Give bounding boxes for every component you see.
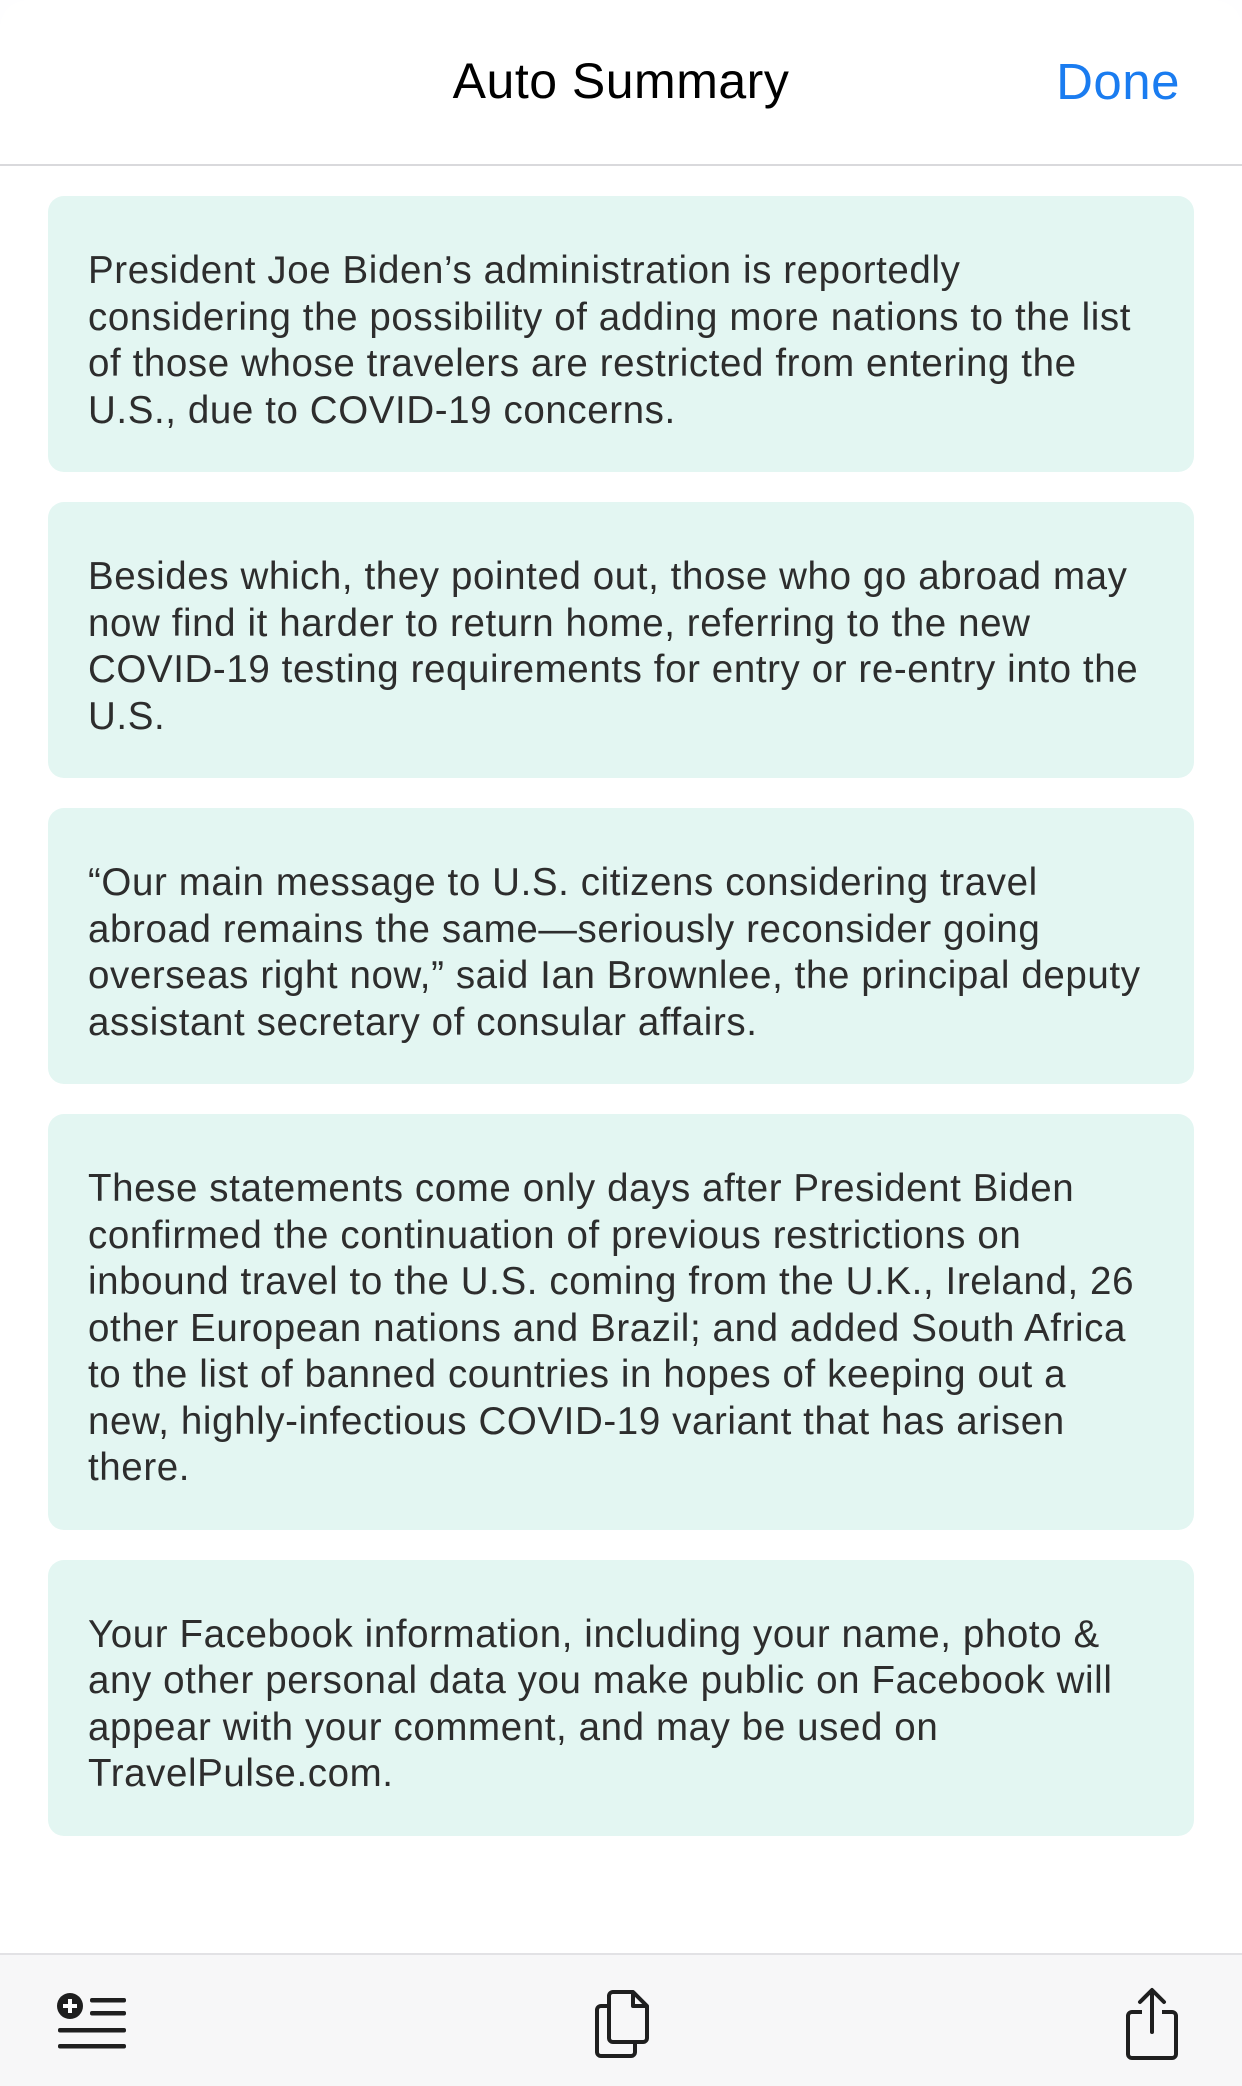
page-title: Auto Summary bbox=[452, 53, 790, 109]
summary-card bbox=[48, 808, 1194, 1084]
summary-text: Your Facebook information, including your name, photo & any other personal data you make public on Facebook will appear with your comment, and may be used on TravelPulse.com. bbox=[88, 1612, 1113, 1795]
header-bar bbox=[0, 0, 1242, 166]
share-button[interactable] bbox=[1112, 1983, 1192, 2063]
summary-text: These statements come only days after President Biden confirmed the continuation of previous restrictions on inbound travel to the U.S. coming from the U.K., Ireland, 26 other European nations and Brazil; and added South Africa to the list of banned countries in hopes of keeping out a new, highly-infectious COVID-19 variant that has arisen there. bbox=[88, 1167, 1135, 1489]
summary-card bbox=[48, 1114, 1194, 1530]
summary-card bbox=[48, 502, 1194, 778]
add-to-list-button[interactable] bbox=[52, 1983, 132, 2063]
share-icon bbox=[1122, 1986, 1182, 2060]
done-button[interactable]: Done bbox=[1056, 53, 1180, 110]
add-list-icon bbox=[56, 1992, 128, 2054]
bottom-toolbar bbox=[0, 1953, 1242, 2086]
copy-icon bbox=[591, 1988, 655, 2058]
summary-text: “Our main message to U.S. citizens considering travel abroad remains the same—seriously reconsider going overseas right now,” said Ian Brownlee, the principal deputy assistant secretary of consular affairs. bbox=[88, 861, 1141, 1044]
summary-card bbox=[48, 196, 1194, 472]
summary-text: Besides which, they pointed out, those who go abroad may now find it harder to return home, referring to the new COVID-19 testing requirements for entry or re-entry into the U.S. bbox=[88, 555, 1139, 738]
summary-text: President Joe Biden’s administration is reportedly considering the possibility of adding more nations to the list of those whose travelers are restricted from entering the U.S., due to COVID-19 concerns. bbox=[88, 249, 1132, 432]
summary-card bbox=[48, 1560, 1194, 1836]
summary-list bbox=[48, 196, 1194, 1866]
copy-button[interactable] bbox=[583, 1983, 663, 2063]
